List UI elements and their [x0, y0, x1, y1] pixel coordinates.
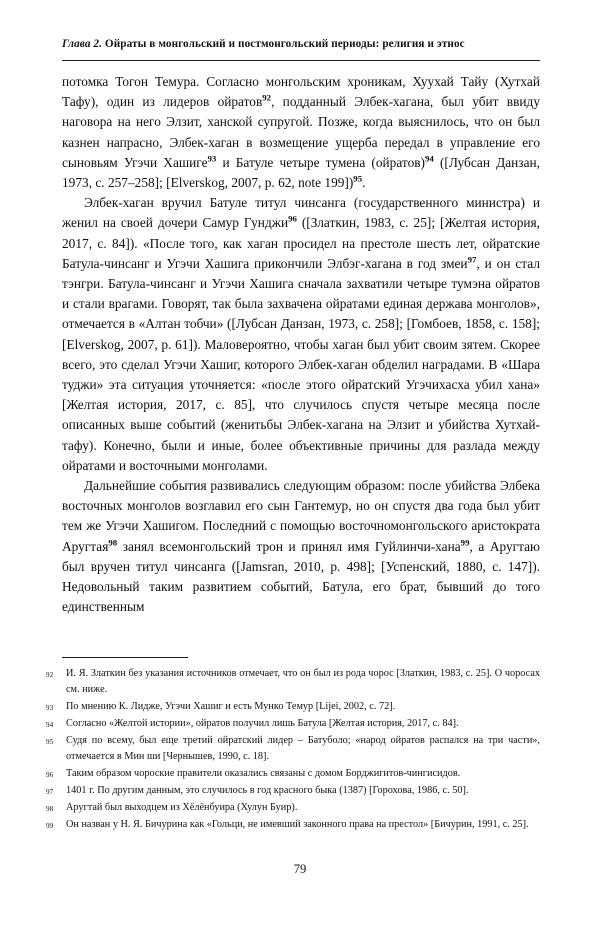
- footnote-number[interactable]: 98: [46, 805, 54, 813]
- footnote-text: По мнению К. Лидже, Угэчи Хашиг и есть Мунко Темур [Lijei, 2002, с. 72].: [66, 700, 396, 712]
- footnote-reference[interactable]: 99: [460, 537, 470, 548]
- body-text-run: ([Лубсан Данзан, 1973, с. 257–258]; [Elverskog, 2007, p. 62, note 199]): [62, 154, 540, 191]
- body-text-run: занял всемонгольский трон и принял имя Гуйлинчи-хана: [117, 538, 461, 554]
- footnote-text: И. Я. Златкин без указания источников отмечает, что он был из рода чорос [Златкин, 1983, с. 25]. О чоросах см. ниже.: [66, 668, 540, 696]
- footnote-number[interactable]: 99: [46, 822, 54, 831]
- footnote-number[interactable]: 96: [46, 770, 54, 779]
- body-text-run: потомка Тогон Темура. Согласно монгольским хроникам, Хуухай Тайу (Хутхай Тафу), один из лидеров ойратов: [62, 74, 540, 110]
- footnote-item: [46, 817, 540, 834]
- footnote-text: Согласно «Желтой истории», ойратов получил лишь Батула [Желтая история, 2017, с. 84].: [66, 717, 459, 729]
- footnote-reference[interactable]: 98: [108, 537, 118, 548]
- body-text-run: ([Златкин, 1983, с. 25]; [Желтая история, 2017, с. 84]). «После того, как хаган просидел на престоле шесть лет, ойратские Батула-чинсанг и Угэчи Хашига прикончили Элбэг-хагана в год змеи: [62, 215, 540, 271]
- body-text-run: Дальнейшие события развивались следующим образом: после убийства Элбека восточных монголов возглавил его сын Гантемур, но он спустя два года был убит тем же Угэчи Хашигом. Последний с помощью восточномонгольского аристократа Аругтая: [62, 478, 540, 554]
- body-text-run: , и он стал тэнгри. Батула-чинсанг и Угэчи Хашига сначала захватили четыре тумэна ойратов и стали врагами. Говорят, так была захвачена ойратами единая держава монголов», отмечается в «Алтан тобчи» ([Лубсан Данзан, 1973, с. 258]; [Гомбоев, 1858, с. 158]; [Elverskog, 2007, p. 61]). Маловероятно, чтобы хаган был убит своим зятем. Скорее всего, это сделал Угэчи Хашиг, которого Элбек-хаган обделил наградами. В «Шара туджи» эта ситуация уточняется: «после этого ойратский Угэчихасха убил хана» [Желтая история, 2017, с. 85], что случилось спустя четыре месяца после описанных выше событий (женитьбы Элбек-хагана на Элзит и убийства Хутхай-тафу). Конечно, были и иные, более объективные причины для разлада между ойратами и восточными монголами.: [62, 255, 540, 473]
- running-head: [62, 38, 540, 50]
- page-number: 79: [293, 862, 307, 876]
- footnote-number[interactable]: 93: [46, 703, 54, 712]
- body-text-run: Элбек-хаган вручил Батуле титул чинсанга (государственного министра) и женил на своей дочери Самур Гунджи: [62, 195, 540, 231]
- footnote-separator-rule: [62, 657, 188, 658]
- body-text: [62, 72, 540, 617]
- footnote-item: [46, 666, 540, 699]
- footnote-reference[interactable]: 95: [353, 173, 363, 184]
- running-head-title: Ойраты в монгольский и постмонгольский периоды: религия и этнос: [104, 38, 465, 50]
- body-text-run: , а Аругтаю был вручен титул чинсанга ([Jamsran, 2010, p. 498]; [Успенский, 1880, с. 147]). Недовольный таким развитием событий, Батула, его брат, бывший до того единственным: [62, 538, 540, 615]
- footnote-reference[interactable]: 92: [262, 92, 272, 103]
- footnote-item: [46, 733, 540, 766]
- body-text-run: .: [362, 175, 366, 191]
- footnote-number[interactable]: 92: [46, 671, 54, 679]
- footnote-item: [46, 716, 540, 733]
- footnote-text: 1401 г. По другим данным, это случилось в год красного быка (1387) [Горохова, 1986, с. 50].: [66, 784, 469, 796]
- footnotes-block: [46, 666, 540, 835]
- body-text-run: и Батуле четыре тумена (ойратов): [216, 154, 425, 170]
- footnote-number[interactable]: 94: [46, 720, 54, 729]
- footnote-item: [46, 766, 540, 783]
- running-head-chapter: Глава 2.: [62, 38, 102, 50]
- footnote-item: [46, 783, 540, 800]
- footnote-number[interactable]: 97: [46, 787, 54, 796]
- body-paragraph: [62, 72, 540, 193]
- footnote-reference[interactable]: 96: [288, 213, 297, 224]
- footnote-reference[interactable]: 94: [424, 153, 434, 164]
- footnote-text: Он назван у Н. Я. Бичурина как «Гольци, не имевший законного права на престол» [Бичурин, 1991, с. 25].: [66, 819, 529, 831]
- footnote-text: Таким образом чороские правители оказались связаны с домом Борджигитов-чингисидов.: [66, 767, 461, 779]
- body-text-run: , подданный Элбек-хагана, был убит ввиду наговора на него Элзит, ханской супругой. Позже, когда выяснилось, что он был казнен напрасно, Элбек-хаган в возмещение ущерба передал в управление его сыновьям Угэчи Хашиге: [62, 94, 540, 170]
- footnote-text: Аругтай был выходцем из Хёлёнбуира (Хулун Буир).: [66, 802, 298, 813]
- footnote-item: [46, 699, 540, 716]
- footnote-item: [46, 800, 540, 817]
- footnote-reference[interactable]: 97: [467, 254, 477, 265]
- footnote-text: Судя по всему, был еще третий ойратский лидер – Батуболо; «народ ойратов распался на три части», отмечается в Мин ши [Чернышев, 1990, с. 18].: [66, 735, 540, 763]
- body-paragraph: [62, 193, 540, 476]
- footnote-reference[interactable]: 93: [207, 153, 217, 164]
- header-rule: [62, 60, 540, 61]
- body-paragraph: [62, 476, 540, 617]
- footnote-number[interactable]: 95: [46, 738, 54, 746]
